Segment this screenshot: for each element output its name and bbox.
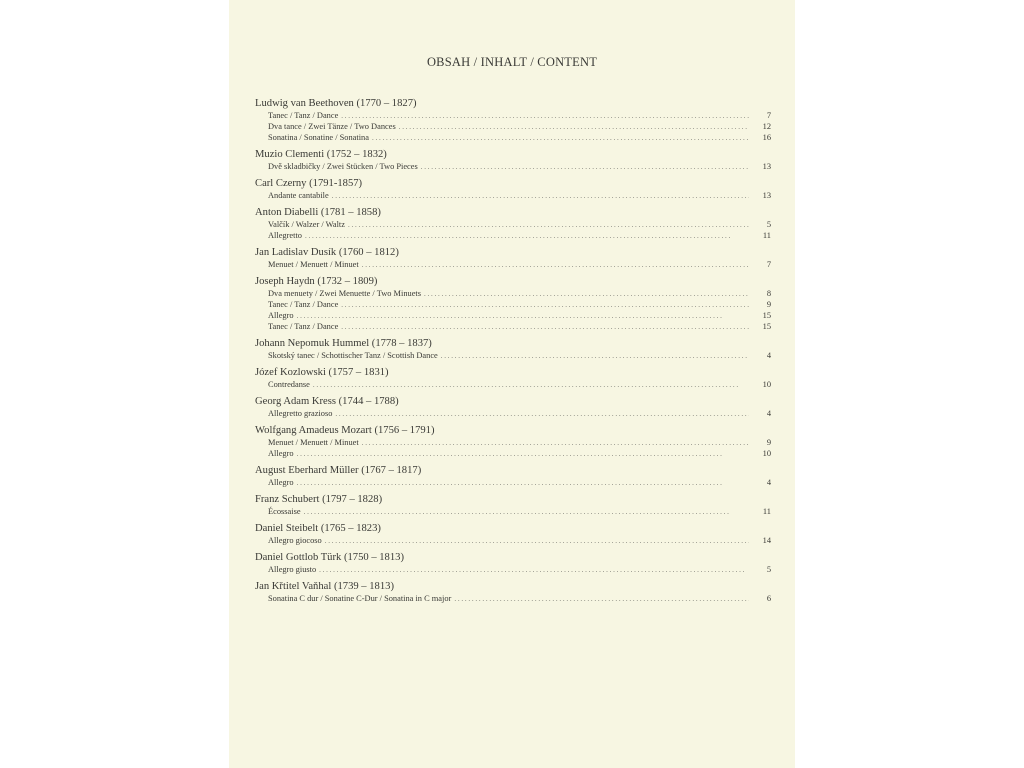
composer-name: Muzio Clementi (1752 – 1832) — [255, 149, 387, 160]
toc-entry — [268, 408, 771, 419]
document-page — [229, 0, 795, 768]
entry-title: Allegro giocoso — [268, 536, 322, 545]
toc-entry — [268, 564, 771, 575]
dot-leader — [297, 449, 749, 460]
entry-page-number: 13 — [762, 191, 771, 200]
entry-page-number: 15 — [762, 322, 771, 331]
toc-entry — [268, 321, 771, 332]
dot-leader — [304, 507, 749, 518]
entry-title: Menuet / Menuett / Minuet — [268, 438, 359, 447]
entry-page-number: 4 — [766, 351, 771, 360]
dot-leader — [297, 478, 749, 489]
entry-title: Valčík / Walzer / Waltz — [268, 220, 345, 229]
toc-entry — [268, 535, 771, 546]
entry-title: Allegro — [268, 449, 294, 458]
composer-section — [255, 206, 771, 241]
entry-page-number: 12 — [762, 122, 771, 131]
entry-title: Sonatina / Sonatine / Sonatina — [268, 133, 369, 142]
entry-page-number: 5 — [766, 220, 771, 229]
entry-page-number: 13 — [762, 162, 771, 171]
dot-leader — [325, 536, 749, 547]
entry-page-number: 5 — [766, 565, 771, 574]
toc-entry — [268, 437, 771, 448]
toc-entry — [268, 593, 771, 604]
entry-title: Allegro — [268, 311, 294, 320]
composer-section — [255, 522, 771, 546]
entry-page-number: 7 — [766, 111, 771, 120]
entry-page-number: 9 — [766, 438, 771, 447]
dot-leader — [421, 162, 749, 173]
composer-section — [255, 464, 771, 488]
composer-name: Daniel Steibelt (1765 – 1823) — [255, 523, 381, 534]
composer-section — [255, 395, 771, 419]
dot-leader — [341, 111, 749, 122]
dot-leader — [313, 380, 749, 391]
entry-page-number: 10 — [762, 380, 771, 389]
entry-page-number: 10 — [762, 449, 771, 458]
entry-page-number: 4 — [766, 409, 771, 418]
entry-title: Andante cantabile — [268, 191, 329, 200]
composer-name: Józef Kozlowski (1757 – 1831) — [255, 367, 389, 378]
toc-entry — [268, 161, 771, 172]
composer-section — [255, 424, 771, 459]
entry-page-number: 11 — [762, 231, 771, 240]
composer-section — [255, 551, 771, 575]
table-of-contents — [255, 97, 771, 609]
toc-entry — [268, 219, 771, 230]
dot-leader — [297, 311, 749, 322]
composer-section — [255, 97, 771, 143]
dot-leader — [441, 351, 749, 362]
composer-name: Franz Schubert (1797 – 1828) — [255, 494, 383, 505]
entry-title: Allegretto — [268, 231, 302, 240]
toc-entry — [268, 230, 771, 241]
entry-title: Contredanse — [268, 380, 310, 389]
dot-leader — [341, 322, 749, 333]
entry-title: Tanec / Tanz / Dance — [268, 300, 339, 309]
entry-title: Skotský tanec / Schottischer Tanz / Scottish Dance — [268, 351, 438, 360]
composer-name: Johann Nepomuk Hummel (1778 – 1837) — [255, 338, 432, 349]
entry-title: Dva tance / Zwei Tänze / Two Dances — [268, 122, 396, 131]
composer-section — [255, 493, 771, 517]
composer-name: Anton Diabelli (1781 – 1858) — [255, 207, 381, 218]
dot-leader — [454, 594, 749, 605]
dot-leader — [335, 409, 749, 420]
entry-title: Écossaise — [268, 507, 301, 516]
composer-section — [255, 337, 771, 361]
entry-page-number: 6 — [766, 594, 771, 603]
composer-name: Georg Adam Kress (1744 – 1788) — [255, 396, 399, 407]
composer-name: Carl Czerny (1791-1857) — [255, 178, 363, 189]
entry-title: Menuet / Menuett / Minuet — [268, 260, 359, 269]
toc-entry — [268, 310, 771, 321]
dot-leader — [362, 260, 749, 271]
entry-page-number: 16 — [762, 133, 771, 142]
toc-entry — [268, 121, 771, 132]
entry-page-number: 4 — [766, 478, 771, 487]
dot-leader — [362, 438, 749, 449]
dot-leader — [305, 231, 749, 242]
toc-entry — [268, 110, 771, 121]
entry-page-number: 8 — [766, 289, 771, 298]
composer-name: Joseph Haydn (1732 – 1809) — [255, 276, 378, 287]
toc-entry — [268, 190, 771, 201]
entry-page-number: 15 — [762, 311, 771, 320]
toc-entry — [268, 259, 771, 270]
entry-title: Tanec / Tanz / Dance — [268, 111, 339, 120]
composer-section — [255, 580, 771, 604]
toc-entry — [268, 506, 771, 517]
toc-entry — [268, 288, 771, 299]
toc-entry — [268, 299, 771, 310]
entry-title: Tanec / Tanz / Dance — [268, 322, 339, 331]
composer-section — [255, 366, 771, 390]
entry-title: Sonatina C dur / Sonatine C-Dur / Sonatina in C major — [268, 594, 452, 603]
dot-leader — [348, 220, 749, 231]
entry-title: Dva menuety / Zwei Menuette / Two Minuets — [268, 289, 422, 298]
composer-name: August Eberhard Müller (1767 – 1817) — [255, 465, 422, 476]
composer-name: Jan Křtitel Vaňhal (1739 – 1813) — [255, 581, 394, 592]
composer-name: Daniel Gottlob Türk (1750 – 1813) — [255, 552, 404, 563]
toc-entry — [268, 132, 771, 143]
entry-page-number: 9 — [766, 300, 771, 309]
dot-leader — [332, 191, 749, 202]
composer-section — [255, 177, 771, 201]
composer-section — [255, 148, 771, 172]
entry-title: Allegro giusto — [268, 565, 317, 574]
entry-title: Allegro — [268, 478, 294, 487]
composer-name: Wolfgang Amadeus Mozart (1756 – 1791) — [255, 425, 435, 436]
composer-name: Ludwig van Beethoven (1770 – 1827) — [255, 98, 417, 109]
toc-entry — [268, 477, 771, 488]
composer-section — [255, 246, 771, 270]
entry-title: Dvě skladbičky / Zwei Stücken / Two Pieces — [268, 162, 418, 171]
entry-page-number: 7 — [766, 260, 771, 269]
dot-leader — [341, 300, 749, 311]
toc-entry — [268, 379, 771, 390]
dot-leader — [319, 565, 749, 576]
dot-leader — [424, 289, 749, 300]
entry-page-number: 14 — [762, 536, 771, 545]
page-title: OBSAH / INHALT / CONTENT — [426, 55, 598, 69]
toc-entry — [268, 350, 771, 361]
dot-leader — [372, 133, 749, 144]
entry-page-number: 11 — [762, 507, 771, 516]
composer-name: Jan Ladislav Dusík (1760 – 1812) — [255, 247, 399, 258]
toc-entry — [268, 448, 771, 459]
composer-section — [255, 275, 771, 332]
dot-leader — [399, 122, 749, 133]
entry-title: Allegretto grazioso — [268, 409, 333, 418]
